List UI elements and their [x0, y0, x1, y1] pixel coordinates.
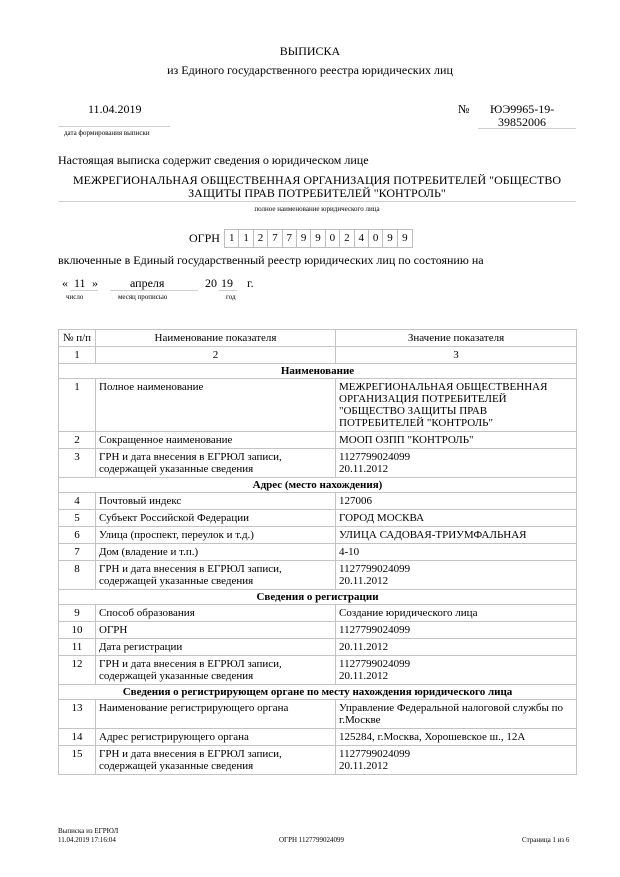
ogrn-digit: 2 [254, 230, 268, 247]
row-number: 11 [59, 639, 96, 656]
table-row [59, 639, 577, 656]
table-row [59, 605, 577, 622]
row-number: 13 [59, 700, 96, 729]
table-row [59, 746, 577, 775]
row-number: 5 [59, 510, 96, 527]
year-suffix: 19 [221, 276, 233, 290]
row-indicator-value [336, 449, 577, 478]
date-caption: дата формирования выписки [64, 129, 150, 137]
table-row [59, 493, 577, 510]
section-title: Наименование [59, 364, 577, 379]
footer-left [58, 827, 118, 845]
table-header-row [59, 330, 577, 347]
table-row [59, 527, 577, 544]
number-sign: № [458, 102, 470, 116]
row-value-line: 1127799024099 [339, 658, 411, 670]
row-number: 1 [59, 379, 96, 432]
day-caption: число [66, 293, 84, 301]
date-underline [58, 126, 170, 127]
row-value-line: 1127799024099 [339, 451, 411, 463]
row-number: 9 [59, 605, 96, 622]
row-number: 14 [59, 729, 96, 746]
index-col-3: 3 [336, 347, 577, 364]
extract-number-line2: 39852006 [498, 115, 546, 129]
row-number: 12 [59, 656, 96, 685]
row-indicator-name: ГРН и дата внесения в ЕГРЮЛ записи, содержащей указанные сведения [96, 561, 336, 590]
row-indicator-value [336, 639, 577, 656]
row-indicator-value [336, 544, 577, 561]
footer-source: Выписка из ЕГРЮЛ [58, 827, 119, 835]
doc-subtitle: из Единого государственного реестра юридических лиц [167, 63, 453, 77]
row-indicator-value [336, 605, 577, 622]
row-indicator-value [336, 656, 577, 685]
org-name-line1: МЕЖРЕГИОНАЛЬНАЯ ОБЩЕСТВЕННАЯ ОРГАНИЗАЦИЯ ПОТРЕБИТЕЛЕЙ "ОБЩЕСТВО [72, 173, 562, 187]
row-value-line: 127006 [339, 495, 372, 507]
index-col-2: 2 [96, 347, 336, 364]
intro-text: Настоящая выписка содержит сведения о юридическом лице [58, 153, 369, 167]
section-header-row [59, 590, 577, 605]
day-value: 11 [74, 276, 86, 290]
ogrn-digit: 9 [402, 232, 408, 244]
ogrn-digit: 9 [297, 230, 311, 247]
footer-timestamp: 11.04.2019 17:16:04 [58, 836, 116, 844]
row-value-line: 1127799024099 [339, 624, 411, 636]
header-indicator-value: Значение показателя [336, 330, 577, 347]
month-value: апреля [130, 276, 165, 290]
day-underline [70, 290, 98, 291]
ogrn-digit: 9 [311, 230, 325, 247]
org-full-name [58, 174, 576, 200]
table-row [59, 700, 577, 729]
row-number: 10 [59, 622, 96, 639]
doc-title: ВЫПИСКА [279, 44, 341, 58]
row-value-line: УЛИЦА САДОВАЯ-ТРИУМФАЛЬНАЯ [339, 529, 527, 541]
row-indicator-name: ГРН и дата внесения в ЕГРЮЛ записи, содержащей указанные сведения [96, 656, 336, 685]
ogrn-digit: 7 [268, 230, 282, 247]
table-row [59, 449, 577, 478]
section-header-row [59, 478, 577, 493]
row-value-line: 1127799024099 [339, 748, 411, 760]
ogrn-digit: 9 [383, 230, 397, 247]
year-unit: г. [247, 276, 254, 290]
row-number: 8 [59, 561, 96, 590]
row-value-line: 1127799024099 [339, 563, 411, 575]
row-indicator-name: Наименование регистрирующего органа [96, 700, 336, 729]
row-indicator-name: Полное наименование [96, 379, 336, 432]
extract-date: 11.04.2019 [88, 102, 142, 116]
org-name-caption: полное наименование юридического лица [254, 205, 380, 213]
row-indicator-value [336, 527, 577, 544]
row-value-line: Управление Федеральной налоговой службы по г.Москве [339, 702, 563, 726]
year-underline [219, 290, 237, 291]
table-row [59, 544, 577, 561]
row-value-line: МЕЖРЕГИОНАЛЬНАЯ ОБЩЕСТВЕННАЯ ОРГАНИЗАЦИЯ ПОТРЕБИТЕЛЕЙ "ОБЩЕСТВО ЗАЩИТЫ ПРАВ ПОТРЕБИТЕЛЕЙ "КОНТРОЛЬ" [339, 381, 548, 429]
number-underline [478, 128, 576, 129]
table-row [59, 379, 577, 432]
row-indicator-value [336, 510, 577, 527]
table-index-row [59, 347, 577, 364]
ogrn-digit-boxes [224, 229, 413, 248]
org-name-line2: ЗАЩИТЫ ПРАВ ПОТРЕБИТЕЛЕЙ "КОНТРОЛЬ" [188, 186, 446, 200]
row-number: 3 [59, 449, 96, 478]
row-indicator-value [336, 729, 577, 746]
ogrn-digit: 7 [283, 230, 297, 247]
row-indicator-name: Улица (проспект, переулок и т.д.) [96, 527, 336, 544]
row-value-line: Создание юридического лица [339, 607, 478, 619]
row-indicator-name: ГРН и дата внесения в ЕГРЮЛ записи, содержащей указанные сведения [96, 746, 336, 775]
row-indicator-name: Субъект Российской Федерации [96, 510, 336, 527]
row-indicator-name: Дом (владение и т.п.) [96, 544, 336, 561]
year-prefix: 20 [205, 276, 217, 290]
index-col-1: 1 [59, 347, 96, 364]
section-title: Адрес (место нахождения) [59, 478, 577, 493]
row-number: 15 [59, 746, 96, 775]
row-indicator-value [336, 746, 577, 775]
table-row [59, 656, 577, 685]
row-indicator-value [336, 493, 577, 510]
row-indicator-name: ОГРН [96, 622, 336, 639]
row-value-line: ГОРОД МОСКВА [339, 512, 425, 524]
row-number: 2 [59, 432, 96, 449]
table-row [59, 729, 577, 746]
footer-ogrn: ОГРН 1127799024099 [279, 836, 345, 844]
extract-number-line1: ЮЭ9965-19- [490, 102, 555, 116]
section-title: Сведения о регистрирующем органе по месту нахождения юридического лица [59, 685, 577, 700]
row-indicator-name: Почтовый индекс [96, 493, 336, 510]
table-row [59, 622, 577, 639]
row-number: 7 [59, 544, 96, 561]
row-value-date: 20.11.2012 [339, 670, 389, 682]
register-table [58, 329, 577, 775]
header-number: № п/п [59, 330, 96, 347]
table-row [59, 561, 577, 590]
ogrn-digit: 1 [225, 230, 239, 247]
ogrn-digit: 4 [355, 230, 369, 247]
row-value-date: 20.11.2012 [339, 760, 389, 772]
day-open-quote: « [62, 276, 68, 290]
day-close-quote: » [92, 276, 98, 290]
included-text: включенные в Единый государственный реестр юридических лиц по состоянию на [58, 253, 484, 267]
row-indicator-value [336, 561, 577, 590]
row-indicator-name: ГРН и дата внесения в ЕГРЮЛ записи, содержащей указанные сведения [96, 449, 336, 478]
month-caption: месяц прописью [118, 293, 168, 301]
row-value-date: 20.11.2012 [339, 463, 389, 475]
org-name-underline [58, 201, 576, 202]
section-header-row [59, 685, 577, 700]
row-indicator-value [336, 432, 577, 449]
ogrn-digit: 0 [326, 230, 340, 247]
ogrn-label: ОГРН [189, 231, 220, 245]
table-row [59, 432, 577, 449]
row-number: 6 [59, 527, 96, 544]
row-value-line: МООП ОЗПП "КОНТРОЛЬ" [339, 434, 474, 446]
row-number: 4 [59, 493, 96, 510]
row-value-line: 4-10 [339, 546, 360, 558]
row-value-line: 20.11.2012 [339, 641, 389, 653]
year-caption: год [226, 293, 236, 301]
row-value-line: 125284, г.Москва, Хорошевское ш., 12А [339, 731, 526, 743]
row-indicator-name: Дата регистрации [96, 639, 336, 656]
section-title: Сведения о регистрации [59, 590, 577, 605]
table-row [59, 510, 577, 527]
ogrn-digit: 0 [369, 230, 383, 247]
footer-page-number: Страница 1 из 6 [522, 836, 570, 844]
row-indicator-value [336, 379, 577, 432]
header-indicator-name: Наименование показателя [96, 330, 336, 347]
row-indicator-value [336, 700, 577, 729]
row-indicator-name: Адрес регистрирующего органа [96, 729, 336, 746]
row-indicator-value [336, 622, 577, 639]
row-value-date: 20.11.2012 [339, 575, 389, 587]
ogrn-digit: 2 [340, 230, 354, 247]
ogrn-digit: 1 [239, 230, 253, 247]
row-indicator-name: Сокращенное наименование [96, 432, 336, 449]
row-indicator-name: Способ образования [96, 605, 336, 622]
section-header-row [59, 364, 577, 379]
month-underline [110, 290, 198, 291]
